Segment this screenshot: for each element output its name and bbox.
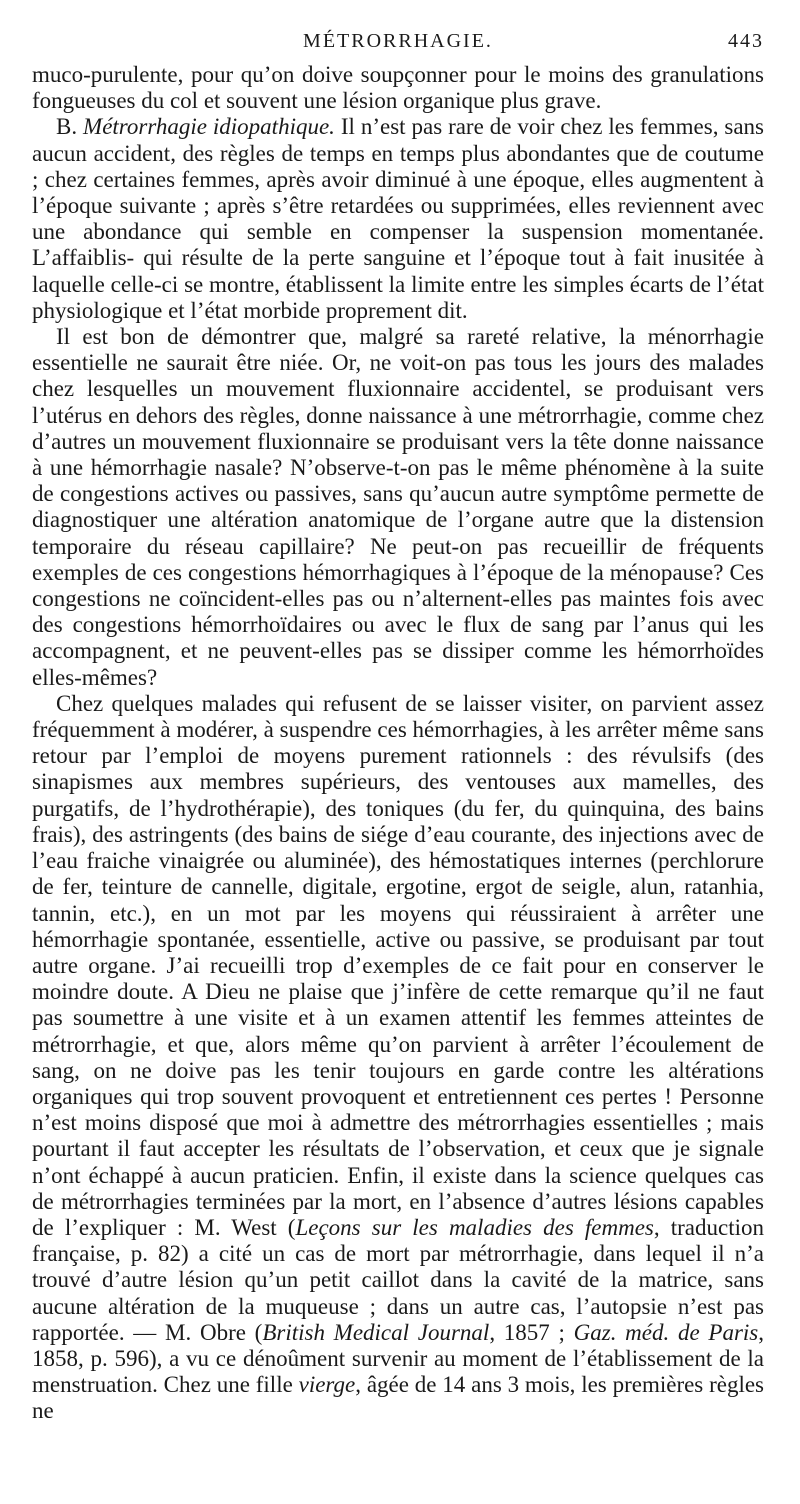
paragraph-text: muco-purulente, pour qu’on doive soupçonner pour le moins des granulations fongueuses du col et souvent une lésion organique plus grave. — [32, 62, 764, 114]
paragraph-text: , traduction française, p. 82) a cité un cas de mort par métrorrhagie, dans lequel il n’a trouvé d’autre lésion qu’un petit caillot dans la cavité de la matrice, sans aucune altération de la muqueuse ; dans un autre cas, l’autopsie n’est pas rapportée. — M. Obre ( — [32, 1214, 764, 1345]
citation-journal-gazette: Gaz. méd. de Paris — [573, 1319, 759, 1345]
paragraph-idiopathic-metrorrhagia — [32, 114, 764, 324]
emphasis-word: vierge — [298, 1372, 356, 1398]
citation-title-west: Leçons sur les maladies des femmes — [295, 1214, 654, 1240]
section-label: B. — [56, 114, 78, 140]
paragraph-treatment — [32, 691, 764, 1425]
page-header — [32, 30, 764, 54]
paragraph-text: Il est bon de démontrer que, malgré sa rareté relative, la ménorrhagie essentielle ne saurait être niée. Or, ne voit-on pas tous les jours des malades chez lesquelles un mouvement fluxionnaire accidentel, se produisant vers l’utérus en dehors des règles, donne naissance à une métrorrhagie, comme chez d’autres un mouvement fluxionnaire se produisant vers la tête donne naissance à une hémorrhagie nasale? N’observe-t-on pas le même phénomène à la suite de congestions actives ou passives, sans qu’aucun autre symptôme permette de diagnostiquer une altération anatomique de l’organe autre que la distension temporaire du réseau capillaire? Ne peut-on pas recueillir de fréquents exemples de ces congestions hémorrhagiques à l’époque de la ménopause? Ces congestions ne coïncident-elles pas ou n’alternent-elles pas maintes fois avec des congestions hémorrhoïdaires ou avec le flux de sang par l’anus qui les accompagnent, et ne peuvent-elles pas se dissiper comme les hémorrhoïdes elles-mêmes? — [32, 324, 764, 690]
citation-journal-bmj: British Medical Journal — [262, 1319, 490, 1345]
paragraph-text: Il n’est pas rare de voir chez les femmes, sans aucun accident, des règles de temps en temps plus abondantes que de coutume ; chez certaines femmes, après avoir diminué à une époque, elles augmentent à l’époque suivante ; après s’être retardées ou supprimées, elles reviennent avec une abondance qui semble en compenser la suspension momentanée. L’affaiblis- qui résulte de la perte sanguine et l’époque tout à fait inusitée à laquelle celle-ci se montre, établissent la limite entre les simples écarts de l’état physiologique et l’état morbide proprement dit. — [32, 114, 764, 323]
paragraph-continuation — [32, 62, 764, 114]
paragraph-text: , 1857 ; — [489, 1319, 574, 1345]
section-heading: Métrorrhagie idiopathique. — [83, 114, 335, 140]
paragraph-essential-menorrhagia — [32, 324, 764, 691]
paragraph-text: , 1858, p. 596), a vu ce dénoûment survenir au moment de l’établissement de la menstruation. Chez une fille — [32, 1319, 764, 1398]
paragraph-text: , âgée de 14 ans 3 mois, les premières règles ne — [32, 1372, 764, 1424]
page-number: 443 — [728, 30, 764, 52]
page-body — [32, 62, 764, 1425]
running-title: MÉTRORRHAGIE. — [303, 30, 493, 52]
paragraph-text: Chez quelques malades qui refusent de se laisser visiter, on parvient assez fréquemment à modérer, à suspendre ces hémorrhagies, à les arrêter même sans retour par l’emploi de moyens purement rationnels : des révulsifs (des sinapismes aux membres supérieurs, des ventouses aux mamelles, des purgatifs, de l’hydrothérapie), des toniques (du fer, du quinquina, des bains frais), des astringents (des bains de siége d’eau courante, des injections avec de l’eau fraiche vinaigrée ou aluminée), des hémostatiques internes (perchlorure de fer, teinture de cannelle, digitale, ergotine, ergot de seigle, alun, ratanhia, tannin, etc.), en un mot par les moyens qui réussiraient à arrêter une hémorrhagie spontanée, essentielle, active ou passive, se produisant par tout autre organe. J’ai recueilli trop d’exemples de ce fait pour en conserver le moindre doute. A Dieu ne plaise que j’infère de cette remarque qu’il ne faut pas soumettre à une visite et à un examen attentif les femmes atteintes de métrorrhagie, et que, alors même qu’on parvient à arrêter l’écoulement de sang, on ne doive pas les tenir toujours en garde contre les altérations organiques qui trop souvent provoquent et entretiennent ces pertes ! Personne n’est moins disposé que moi à admettre des métrorrhagies essentielles ; mais pourtant il faut accepter les résultats de l’observation, et ceux que je signale n’ont échappé à aucun praticien. Enfin, il existe dans la science quelques cas de métrorrhagies terminées par la mort, en l’absence d’autres lésions capables de l’expliquer : M. West ( — [32, 690, 764, 1240]
